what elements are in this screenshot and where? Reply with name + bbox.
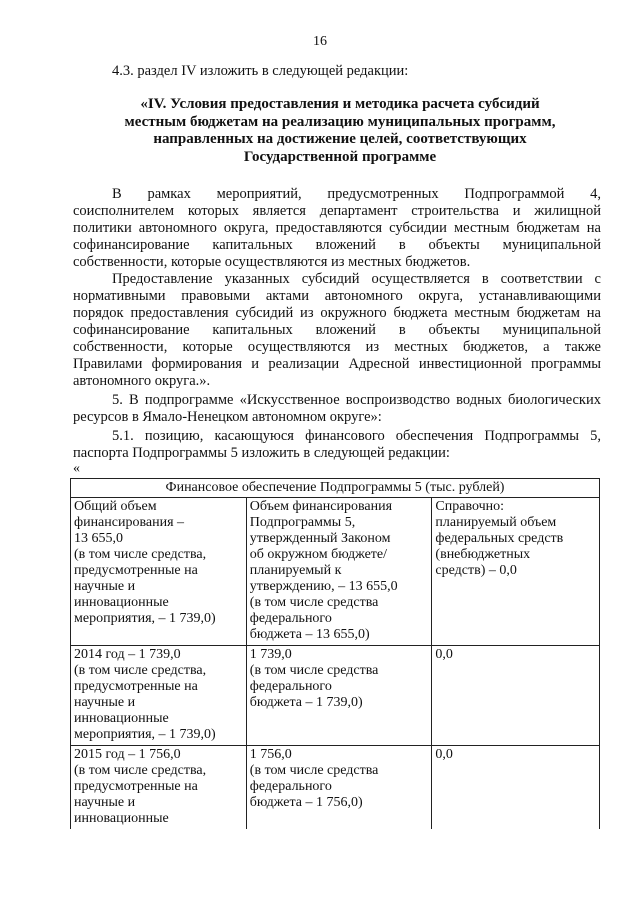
cell-line: 1 739,0	[249, 647, 292, 662]
para4-line: паспорта Подпрограммы 5 изложить в следующей редакции:	[73, 445, 450, 461]
cell-line: федерального	[249, 679, 332, 694]
heading-line: местным бюджетам на реализацию муниципальных программ,	[124, 113, 556, 130]
cell-line: 0,0	[435, 647, 453, 662]
table-row	[71, 746, 600, 830]
cell-line: мероприятия, – 1 739,0)	[74, 611, 216, 626]
year-reference-cell	[432, 646, 600, 746]
para3-line: 5. В подпрограмме «Искусственное воспроизводство водных биологических	[112, 392, 601, 408]
para3-line: ресурсов в Ямало-Ненецком автономном округе»:	[73, 409, 382, 425]
cell-line: научные и	[74, 579, 136, 594]
cell-line: бюджета – 1 756,0)	[249, 795, 363, 810]
intro-line: 4.3. раздел IV изложить в следующей редакции:	[112, 63, 409, 79]
table-row	[71, 646, 600, 746]
cell-line: планируемый объем	[435, 515, 557, 530]
cell-line: (в том числе средства,	[74, 763, 207, 778]
para2-line: собственности, которые осуществляются из местных бюджетов, а также	[73, 339, 601, 355]
para2-line: автономного округа.».	[73, 373, 211, 389]
para2-line: порядок предоставления субсидий из окружного бюджета местным бюджетам на	[73, 305, 601, 321]
cell-line: средств) – 0,0	[435, 563, 517, 578]
cell-line: инновационные	[74, 711, 169, 726]
cell-line: бюджета – 1 739,0)	[249, 695, 363, 710]
cell-line: (внебюджетных	[435, 547, 531, 562]
para4-line: 5.1. позицию, касающуюся финансового обеспечения Подпрограммы 5,	[112, 428, 601, 444]
cell-line: Подпрограммы 5,	[249, 515, 356, 530]
cell-line: (в том числе средства,	[74, 663, 207, 678]
cell-line: мероприятия, – 1 739,0)	[74, 727, 216, 742]
para1-line: соисполнителем которых является департамент строительства и жилищной	[73, 203, 601, 219]
cell-line: Справочно:	[435, 499, 505, 514]
cell-line: предусмотренные на	[74, 779, 198, 794]
cell-line: научные и	[74, 795, 136, 810]
cell-line: планируемый к	[249, 563, 342, 578]
heading-line: направленных на достижение целей, соответствующих	[153, 131, 527, 147]
cell-line: 1 756,0	[249, 747, 292, 762]
cell-line: (в том числе средства	[249, 663, 379, 678]
year-reference-cell	[432, 746, 600, 830]
table-row	[71, 498, 600, 646]
cell-line: предусмотренные на	[74, 679, 198, 694]
cell-line: инновационные	[74, 811, 169, 826]
table-header: Финансовое обеспечение Подпрограммы 5 (тыс. рублей)	[71, 479, 600, 498]
total-funding-cell	[71, 498, 247, 646]
cell-line: утвержденный Законом	[249, 531, 391, 546]
cell-line: 13 655,0	[74, 531, 123, 546]
para2-line: софинансирование капитальных вложений в объекты муниципальной	[73, 322, 601, 338]
para2-line: нормативными правовыми актами автономного округа, устанавливающими	[73, 288, 601, 304]
para2-line: Предоставление указанных субсидий осуществляется в соответствии с	[112, 271, 601, 287]
cell-line: бюджета – 13 655,0)	[249, 627, 370, 642]
year-subprogram-cell	[246, 646, 432, 746]
year-cell	[71, 646, 247, 746]
para1-line: софинансирование капитальных вложений в объекты муниципальной	[73, 237, 601, 253]
cell-line: финансирования –	[74, 515, 185, 530]
cell-line: Объем финансирования	[249, 499, 393, 514]
financing-table	[70, 478, 600, 829]
subprogram-funding-cell	[246, 498, 432, 646]
para1-line: политики автономного округа, предоставляются субсидии местным бюджетам на	[73, 220, 601, 236]
cell-line: 0,0	[435, 747, 453, 762]
para1-line: В рамках мероприятий, предусмотренных Подпрограммой 4,	[112, 186, 601, 202]
heading-line: Государственной программе	[243, 148, 437, 165]
section-heading	[100, 96, 580, 166]
table-header-row	[71, 479, 600, 498]
cell-line: предусмотренные на	[74, 563, 198, 578]
cell-line: утверждению, – 13 655,0	[249, 579, 398, 594]
cell-line: инновационные	[74, 595, 169, 610]
cell-line: об окружном бюджете/	[249, 547, 388, 562]
cell-line: 2014 год – 1 739,0	[74, 647, 181, 662]
cell-line: Общий объем	[74, 499, 157, 514]
cell-line: федерального	[249, 779, 332, 794]
cell-line: (в том числе средства,	[74, 547, 207, 562]
cell-line: научные и	[74, 695, 136, 710]
cell-line: (в том числе средства	[249, 595, 379, 610]
opening-quote: «	[73, 461, 80, 476]
para1-line: собственности, которые осуществляются из местных бюджетов.	[73, 254, 471, 270]
year-subprogram-cell	[246, 746, 432, 830]
cell-line: 2015 год – 1 756,0	[74, 747, 181, 762]
cell-line: (в том числе средства	[249, 763, 379, 778]
heading-line: «IV. Условия предоставления и методика расчета субсидий	[140, 96, 540, 112]
year-cell	[71, 746, 247, 830]
cell-line: федеральных средств	[435, 531, 564, 546]
para2-line: Правилами формирования и реализации Адресной инвестиционной программы	[73, 356, 601, 372]
reference-funding-cell	[432, 498, 600, 646]
page-number: 16	[313, 34, 327, 49]
cell-line: федерального	[249, 611, 332, 626]
